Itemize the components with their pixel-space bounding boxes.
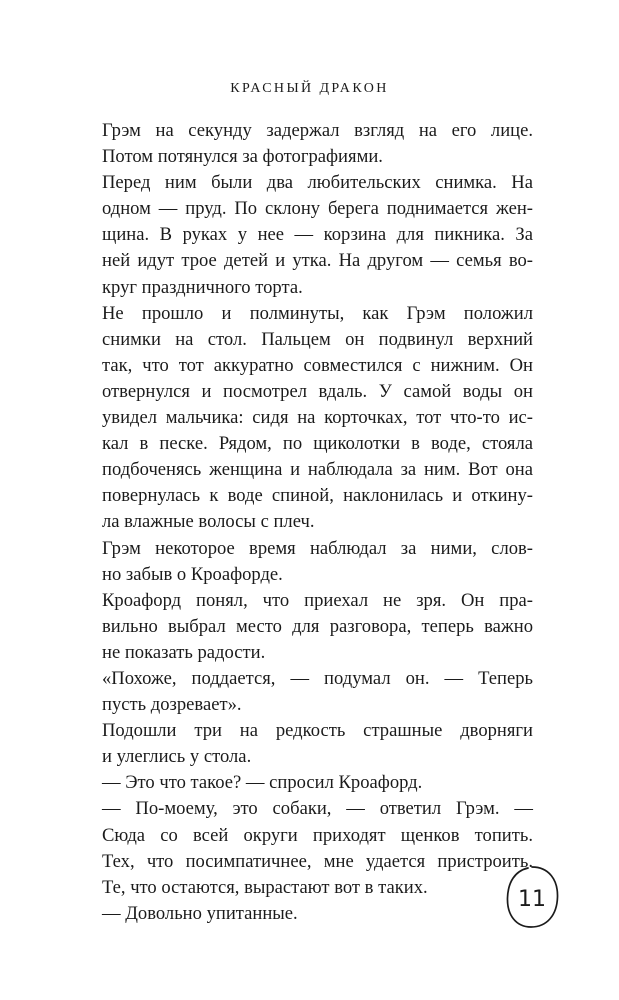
text-line: пусть дозревает». [102,694,242,716]
text-line: снимки на стол. Пальцем он подвинул верхний [102,328,533,350]
text-line: не показать радости. [102,641,266,663]
paragraph [78,118,533,170]
text-line: кал в песке. Рядом, по щиколотки в воде, стояла [102,433,533,455]
paragraph [78,901,533,927]
paragraph [78,666,533,718]
text-line: — По-моему, это собаки, — ответил Грэм. — [102,798,533,820]
paragraph [78,770,533,796]
text-line: Тех, что посимпатичнее, мне удается пристроить. [102,850,533,872]
text-line: так, что тот аккуратно совместился с нижним. Он [102,354,533,376]
page-number-badge [502,862,562,932]
text-line: Не прошло и полминуты, как Грэм положил [102,302,533,324]
text-line: ла влажные волосы с плеч. [102,511,315,533]
paragraph [78,588,533,666]
text-line: — Это что такое? — спросил Кроафорд. [102,772,423,794]
text-line: — Довольно упитанные. [102,902,298,924]
text-line: ней идут трое детей и утка. На другом — семья во- [102,250,533,272]
text-line: Кроафорд понял, что приехал не зря. Он пра- [102,589,533,611]
text-line: Грэм некоторое время наблюдал за ними, слов- [102,537,533,559]
text-line: Перед ним были два любительских снимка. На [102,172,533,194]
paragraph [78,170,533,300]
paragraph [78,536,533,588]
text-line: но забыв о Кроафорде. [102,563,283,585]
text-line: одном — пруд. По склону берега поднимается жен- [102,198,533,220]
text-line: подбоченясь женщина и наблюдала за ним. Вот она [102,459,533,481]
body-text [78,118,533,927]
paragraph [78,796,533,900]
text-line: вильно выбрал место для разговора, теперь важно [102,615,533,637]
paragraph [78,718,533,770]
text-line: и улеглись у стола. [102,746,252,768]
running-head: КРАСНЫЙ ДРАКОН [230,81,389,96]
page-number-circle-icon [502,862,562,932]
page-number: 11 [518,887,546,912]
text-line: круг праздничного торта. [102,276,303,298]
text-line: Грэм на секунду задержал взгляд на его лице. [102,120,533,141]
text-line: повернулась к воде спиной, наклонилась и откину- [102,485,533,507]
text-line: щина. В руках у нее — корзина для пикника. За [102,224,533,246]
text-line: Сюда со всей округи приходят щенков топить. [102,824,533,846]
text-line: увидел мальчика: сидя на корточках, тот что-то ис- [102,407,533,429]
text-line: Потом потянулся за фотографиями. [102,146,383,168]
text-line: Подошли три на редкость страшные дворняги [102,720,533,742]
text-line: Те, что остаются, вырастают вот в таких. [102,876,428,898]
text-line: отвернулся и посмотрел вдаль. У самой воды он [102,380,533,402]
text-line: «Похоже, поддается, — подумал он. — Теперь [102,667,533,689]
paragraph [78,301,533,536]
